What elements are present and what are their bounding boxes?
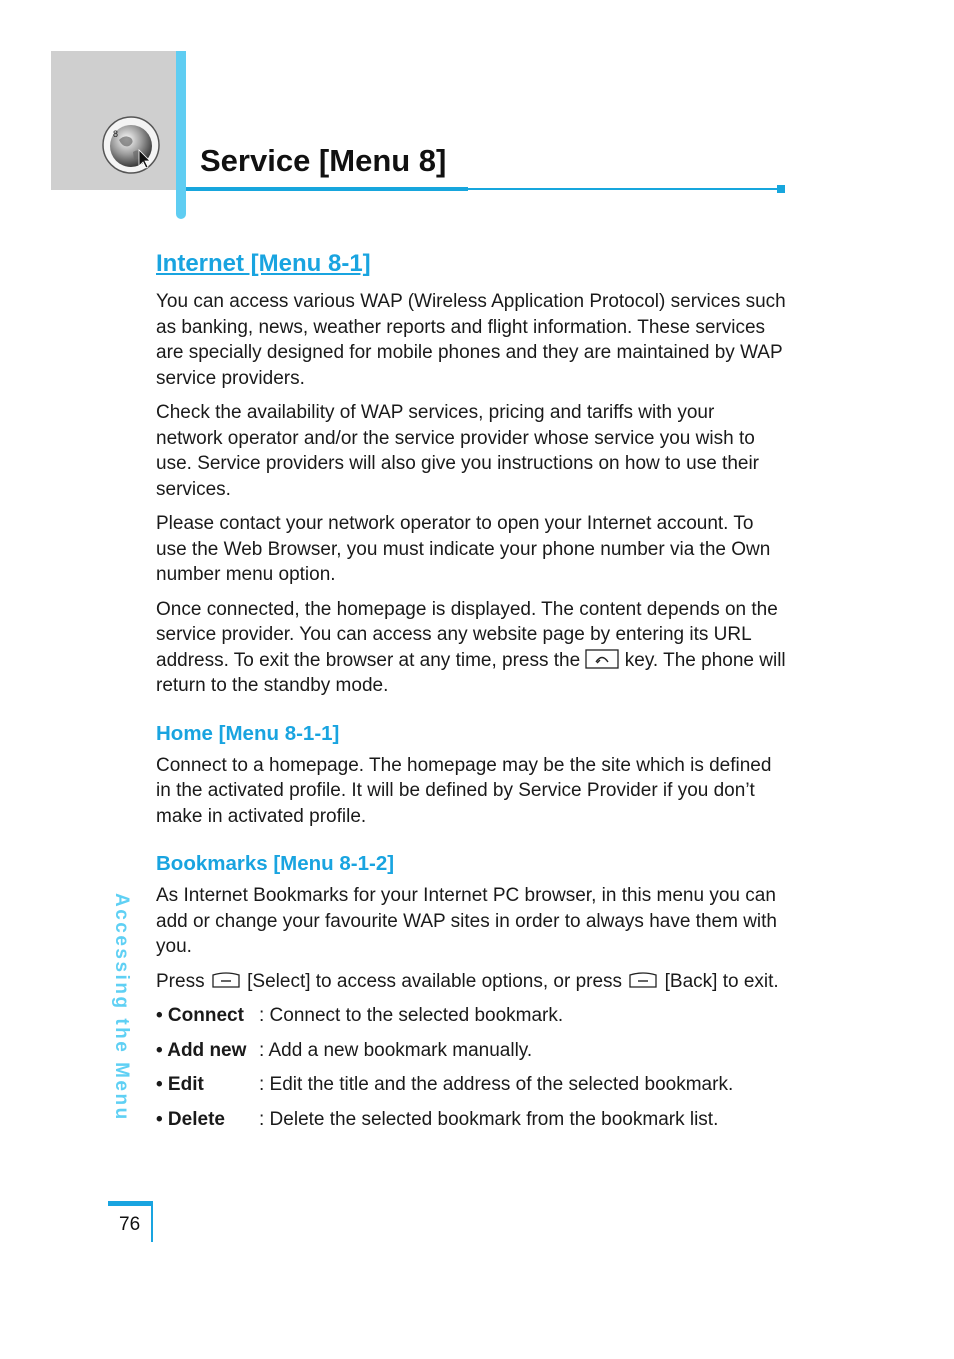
internet-paragraph-4-end: key. The phone will return to the standby mode. (156, 649, 786, 696)
option-description: : Delete the selected bookmark from the bookmark list. (259, 1108, 719, 1130)
press-text-1: Press (156, 970, 210, 992)
option-label: • Add new (156, 1039, 247, 1061)
page-number-divider (151, 1206, 153, 1242)
title-underline-thick (186, 187, 468, 191)
title-underline-thin (468, 188, 780, 190)
press-text-2: [Select] to access available options, or press (241, 970, 628, 992)
main-content (156, 245, 786, 1141)
internet-paragraph-4-start: Once connected, the homepage is displayed. The content depends on the service provider. You can access any website page by entering its URL address. To exit the browser at any time, press the (156, 598, 778, 671)
internet-paragraph-3: Please contact your network operator to open your Internet account. To use the Web Browser, you must indicate your phone number via the Own number menu option. (156, 513, 771, 585)
page-number: 76 (119, 1214, 141, 1235)
option-label: • Edit (156, 1074, 204, 1095)
internet-paragraph-2: Check the availability of WAP services, pricing and tariffs with your network operator and/or the service provider whose service you wish to use. Service providers will also give you instructions on how to use their services. (156, 402, 760, 500)
press-text-3: [Back] to exit. (659, 970, 779, 992)
bookmarks-press-instructions (156, 969, 786, 995)
home-paragraph: Connect to a homepage. The homepage may be the site which is defined in the activated profile. It will be defined by Service Provider if you don’t make in activated profile. (156, 754, 772, 827)
header-vertical-bar (176, 51, 186, 219)
option-description: : Edit the title and the address of the selected bookmark. (259, 1074, 734, 1095)
side-section-label: Accessing the Menu (111, 893, 132, 1122)
menu-number: 8 (113, 129, 119, 139)
home-heading: Home [Menu 8-1-1] (156, 721, 340, 745)
option-edit (156, 1072, 786, 1098)
option-add-new (156, 1038, 786, 1064)
page-title: Service [Menu 8] (200, 143, 447, 178)
option-label: • Delete (156, 1108, 225, 1130)
option-connect (156, 1003, 786, 1029)
bookmarks-heading: Bookmarks [Menu 8-1-2] (156, 852, 395, 875)
internet-paragraph-1: You can access various WAP (Wireless Application Protocol) services such as banking, news, weather reports and flight information. These services are specially designed for mobile phones and they are maintained by WAP service providers. (156, 291, 786, 389)
end-key-icon (585, 649, 619, 669)
left-soft-key-icon (210, 970, 242, 990)
internet-paragraph-4 (156, 597, 786, 699)
right-soft-key-icon (627, 970, 659, 990)
bookmarks-paragraph: As Internet Bookmarks for your Internet PC browser, in this menu you can add or change your favourite WAP sites in order to always have them with you. (156, 885, 777, 957)
option-description: : Add a new bookmark manually. (259, 1039, 533, 1061)
option-description: : Connect to the selected bookmark. (259, 1005, 564, 1026)
globe-icon (102, 116, 160, 174)
option-delete (156, 1107, 786, 1133)
option-label: • Connect (156, 1005, 244, 1026)
title-underline-end-marker (777, 185, 785, 193)
page-number-bar (108, 1201, 153, 1206)
internet-heading: Internet [Menu 8-1] (156, 250, 371, 277)
